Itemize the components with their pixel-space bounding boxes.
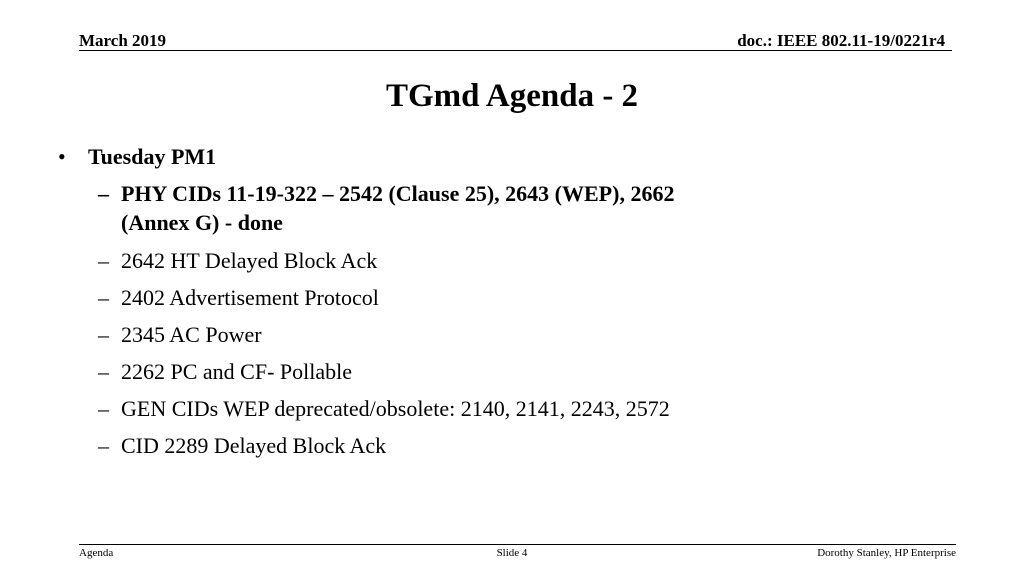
subitem-advertisement-protocol: 2402 Advertisement Protocol bbox=[121, 285, 379, 310]
dash-icon: – bbox=[98, 396, 109, 421]
footer-left: Agenda bbox=[79, 547, 114, 559]
dash-icon: – bbox=[98, 248, 109, 273]
bullet-icon: • bbox=[58, 144, 66, 169]
subitem-ht-delayed-block-ack: 2642 HT Delayed Block Ack bbox=[121, 248, 378, 273]
footer-slide-number: Slide 4 bbox=[496, 547, 528, 559]
header-doc-id: doc.: IEEE 802.11-19/0221r4 bbox=[737, 31, 945, 50]
subitem-cid-2289: CID 2289 Delayed Block Ack bbox=[121, 433, 387, 458]
dash-icon: – bbox=[98, 285, 109, 310]
dash-icon: – bbox=[98, 322, 109, 347]
subitem-gen-cids-wep: GEN CIDs WEP deprecated/obsolete: 2140, 2141, 2243, 2572 bbox=[121, 396, 670, 421]
subitem-pc-cf-pollable: 2262 PC and CF- Pollable bbox=[121, 359, 353, 384]
dash-icon: – bbox=[98, 359, 109, 384]
dash-icon: – bbox=[98, 433, 109, 458]
agenda-item-tuesday-pm1: Tuesday PM1 bbox=[88, 144, 217, 169]
subitem-phy-cids-line1: PHY CIDs 11-19-322 – 2542 (Clause 25), 2643 (WEP), 2662 bbox=[121, 181, 675, 206]
subitem-ac-power: 2345 AC Power bbox=[121, 322, 262, 347]
footer-divider bbox=[79, 544, 956, 545]
header-date: March 2019 bbox=[79, 31, 167, 50]
slide-title: TGmd Agenda - 2 bbox=[385, 78, 639, 114]
footer-author: Dorothy Stanley, HP Enterprise bbox=[817, 547, 956, 559]
dash-icon: – bbox=[98, 181, 109, 206]
subitem-phy-cids-line2: (Annex G) - done bbox=[121, 210, 283, 235]
